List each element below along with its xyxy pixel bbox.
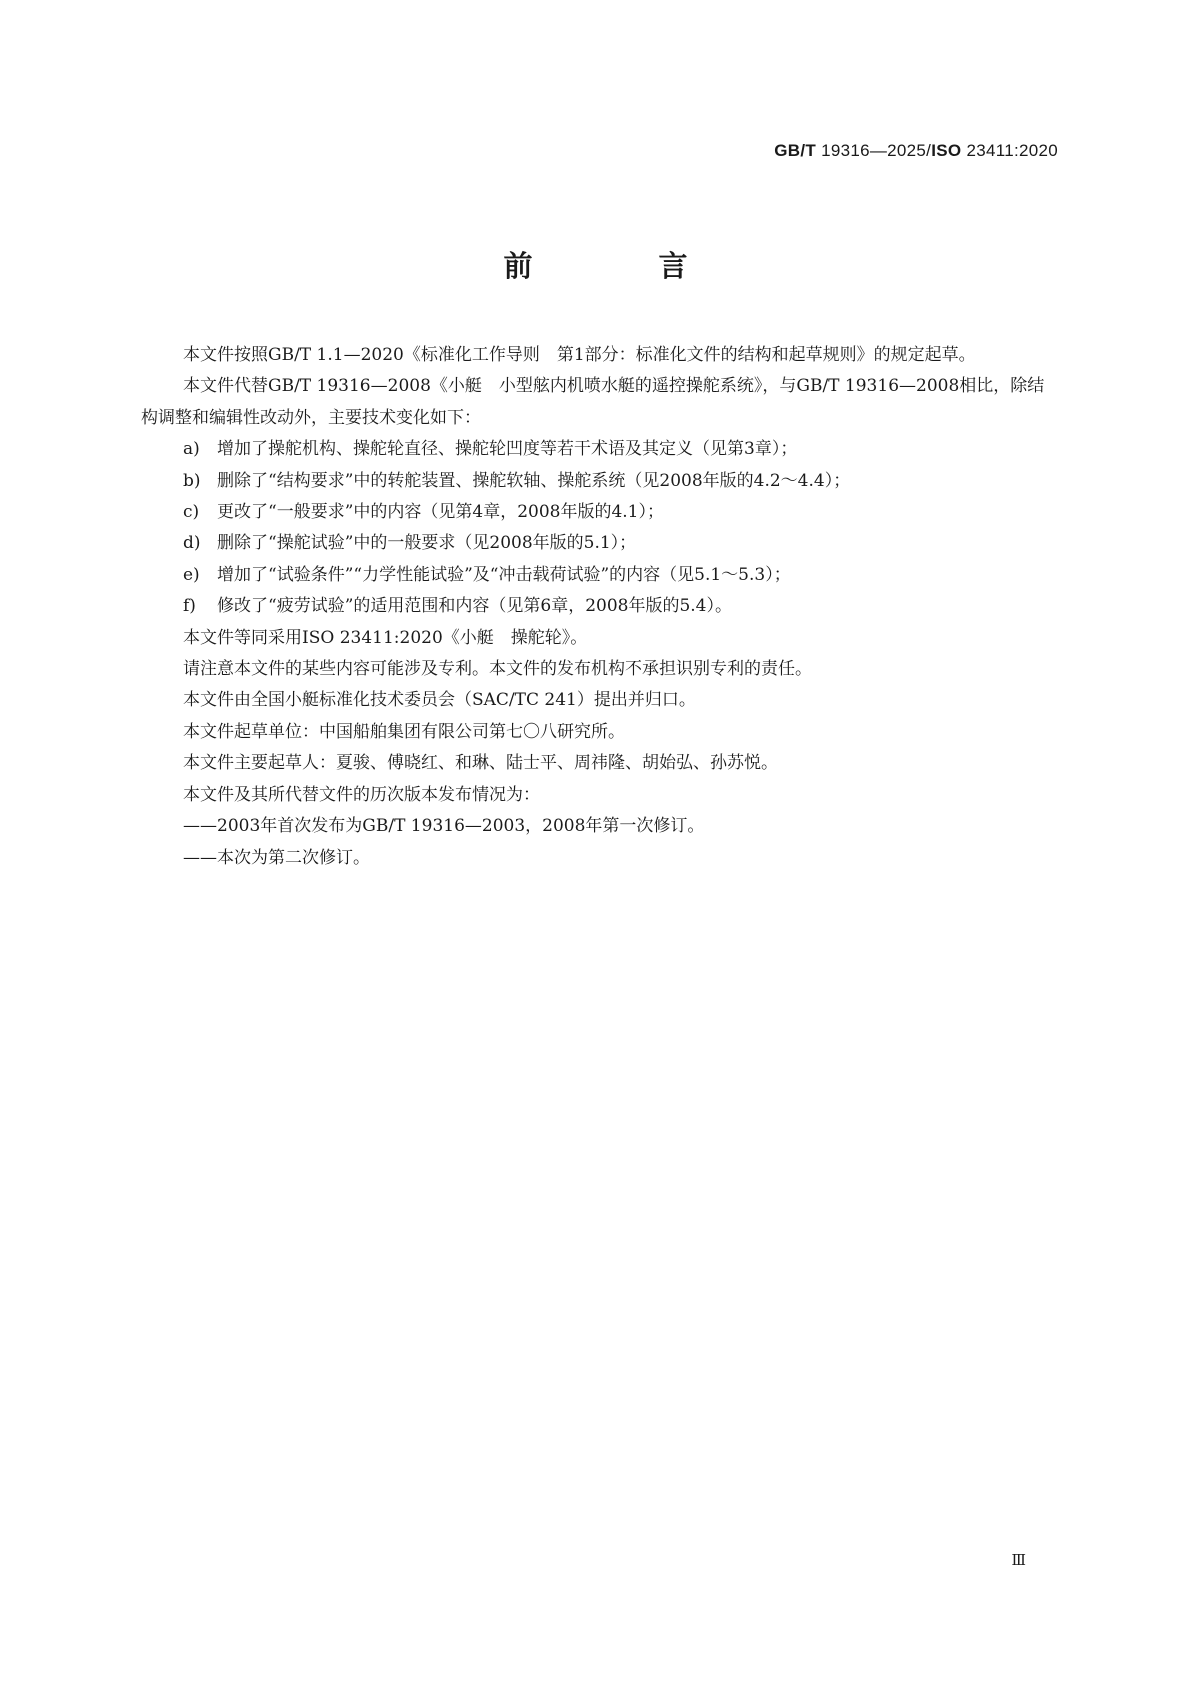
change-item-label: a) — [183, 439, 200, 460]
standard-number — [774, 141, 1058, 161]
change-item-text: 增加了操舵机构、操舵轮直径、操舵轮凹度等若干术语及其定义（见第3章）； — [217, 439, 798, 460]
foreword-body — [141, 340, 1061, 874]
paragraph-replacement: 本文件代替GB/T 19316—2008《小艇 小型舷内机喷水艇的遥控操舵系统》，与GB/T 19316—2008相比，除结构调整和编辑性改动外，主要技术变化如下： — [141, 376, 1045, 428]
change-item-b — [141, 466, 1061, 497]
change-item-c — [141, 497, 1061, 528]
history-item: ——2003年首次发布为GB/T 19316—2003，2008年第一次修订。 — [183, 816, 705, 837]
iso-number: 23411:2020 — [966, 141, 1058, 160]
change-item-label: b) — [183, 470, 201, 491]
change-item-f — [141, 591, 1061, 622]
change-item-a — [141, 434, 1061, 465]
change-item-d — [141, 528, 1061, 559]
iso-prefix: ISO — [931, 141, 962, 160]
std-prefix: GB/T — [774, 141, 817, 160]
statement-adoption: 本文件等同采用ISO 23411:2020《小艇 操舵轮》。 — [183, 627, 588, 648]
change-item-label: e) — [183, 564, 200, 585]
change-item-label: d) — [183, 533, 201, 554]
statement-patent: 请注意本文件的某些内容可能涉及专利。本文件的发布机构不承担识别专利的责任。 — [183, 659, 812, 680]
change-item-label: f) — [183, 596, 196, 617]
history-item: ——本次为第二次修订。 — [183, 847, 370, 868]
change-item-label: c) — [183, 502, 200, 523]
change-item-text: 删除了“结构要求”中的转舵装置、操舵软轴、操舵系统（见2008年版的4.2～4.4）； — [217, 470, 851, 491]
page-number: Ⅲ — [1011, 1551, 1026, 1569]
statement-drafting-unit: 本文件起草单位：中国船舶集团有限公司第七〇八研究所。 — [183, 721, 625, 742]
change-item-text: 删除了“操舵试验”中的一般要求（见2008年版的5.1）； — [217, 533, 637, 554]
change-item-text: 增加了“试验条件”“力学性能试验”及“冲击载荷试验”的内容（见5.1～5.3）； — [217, 564, 791, 585]
change-item-e — [141, 560, 1061, 591]
statement-history-intro: 本文件及其所代替文件的历次版本发布情况为： — [183, 784, 540, 805]
page-title: 前 言 — [503, 249, 746, 283]
std-number: 19316—2025/ — [821, 141, 932, 160]
change-item-text: 修改了“疲劳试验”的适用范围和内容（见第6章，2008年版的5.4）。 — [217, 596, 732, 617]
paragraph-drafting-rules: 本文件按照GB/T 1.1—2020《标准化工作导则 第1部分：标准化文件的结构和起草规则》的规定起草。 — [183, 345, 976, 365]
change-item-text: 更改了“一般要求”中的内容（见第4章，2008年版的4.1）； — [217, 502, 664, 523]
statement-committee: 本文件由全国小艇标准化技术委员会（SAC/TC 241）提出并归口。 — [183, 690, 696, 711]
statement-drafters: 本文件主要起草人：夏骏、傅晓红、和琳、陆士平、周祎隆、胡始弘、孙苏悦。 — [183, 753, 778, 774]
